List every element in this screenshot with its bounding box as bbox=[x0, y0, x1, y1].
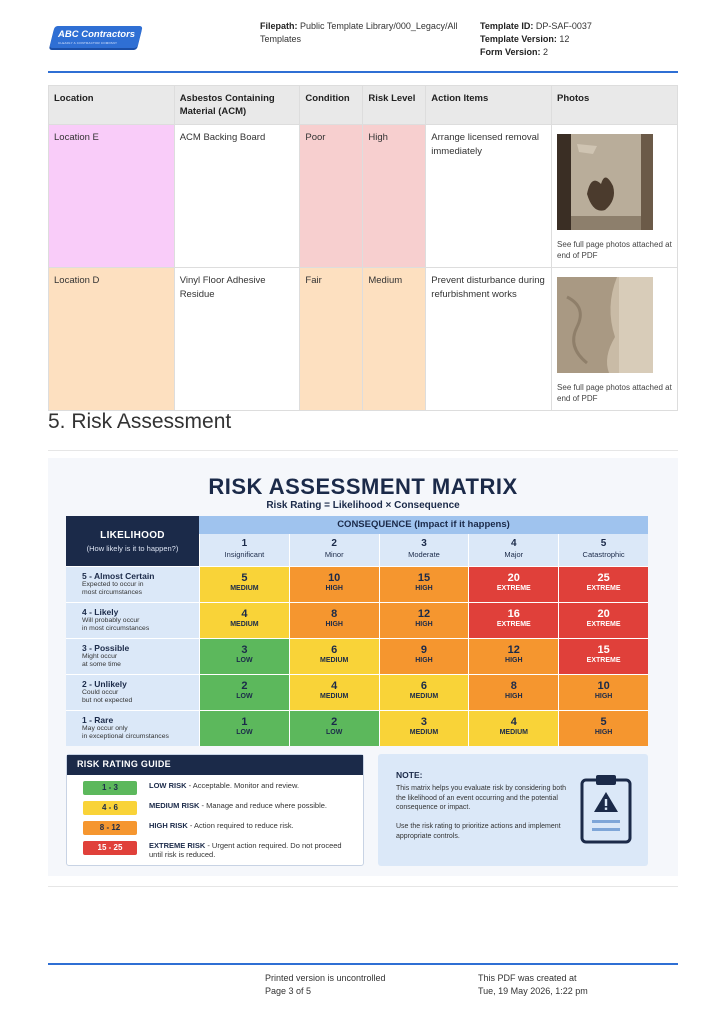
risk-rating: HIGH bbox=[505, 693, 523, 700]
risk-score: 5 bbox=[600, 716, 607, 728]
guide-level-text: - Action required to reduce risk. bbox=[187, 821, 294, 830]
matrix-cell bbox=[199, 603, 289, 638]
likelihood-description: most circumstances bbox=[82, 589, 143, 596]
risk-rating: EXTREME bbox=[586, 657, 621, 664]
risk-score: 4 bbox=[510, 716, 517, 728]
risk-score: 20 bbox=[597, 608, 610, 620]
photo-note: See full page photos attached at end of PDF bbox=[557, 383, 672, 403]
logo-tagline: CLEARLY A CONTRACTOR COMPANY bbox=[58, 41, 118, 45]
guide-level-name: MEDIUM RISK bbox=[149, 801, 200, 810]
likelihood-level: 2 - Unlikely bbox=[82, 679, 127, 689]
guide-item bbox=[83, 801, 363, 815]
matrix-row bbox=[66, 602, 648, 638]
risk-score: 8 bbox=[331, 608, 338, 620]
filepath-value: Public Template Library/000_Legacy/All Templates bbox=[260, 21, 458, 44]
guide-range-badge: 8 - 12 bbox=[83, 821, 137, 835]
risk-rating: MEDIUM bbox=[409, 729, 439, 736]
risk-rating: EXTREME bbox=[586, 621, 621, 628]
matrix-cell bbox=[199, 639, 289, 674]
guide-description bbox=[149, 801, 349, 810]
table-header-row bbox=[49, 86, 678, 125]
guide-range-badge: 1 - 3 bbox=[83, 781, 137, 795]
risk-rating: MEDIUM bbox=[320, 657, 349, 664]
risk-rating-guide bbox=[66, 754, 364, 866]
risk-score: 15 bbox=[597, 644, 610, 656]
guide-item bbox=[83, 781, 363, 795]
section-title: 5. Risk Assessment bbox=[48, 410, 232, 433]
template-version-label: Template Version: bbox=[480, 34, 557, 44]
likelihood-description: but not expected bbox=[82, 697, 133, 704]
guide-level-text: - Manage and reduce where possible. bbox=[199, 801, 327, 810]
matrix-cell bbox=[468, 603, 558, 638]
cell-photo bbox=[552, 125, 678, 268]
clipboard-warning-icon bbox=[580, 772, 632, 844]
likelihood-title: LIKELIHOOD bbox=[100, 530, 165, 541]
consequence-label: Minor bbox=[324, 550, 344, 559]
risk-score: 3 bbox=[241, 644, 248, 656]
cell-condition: Fair bbox=[300, 268, 363, 411]
cell-location: Location E bbox=[49, 125, 175, 268]
guide-level-name: EXTREME RISK bbox=[149, 841, 206, 850]
cell-material: ACM Backing Board bbox=[174, 125, 300, 268]
footer-created-label: This PDF was created at bbox=[478, 973, 577, 983]
matrix-cell bbox=[558, 675, 648, 710]
guide-level-text: - Acceptable. Monitor and review. bbox=[186, 781, 300, 790]
risk-score: 12 bbox=[507, 644, 520, 656]
matrix-cell bbox=[289, 675, 379, 710]
likelihood-description: in exceptional circumstances bbox=[82, 733, 169, 740]
matrix-cell bbox=[379, 603, 469, 638]
consequence-col-3 bbox=[379, 534, 469, 566]
likelihood-level: 4 - Likely bbox=[82, 607, 119, 617]
guide-description bbox=[149, 821, 349, 830]
likelihood-description: in most circumstances bbox=[82, 625, 150, 632]
consequence-label: Insignificant bbox=[224, 550, 265, 559]
consequence-label: Catastrophic bbox=[582, 550, 625, 559]
risk-rating: HIGH bbox=[325, 621, 343, 628]
consequence-columns bbox=[199, 534, 648, 566]
acm-table bbox=[48, 85, 678, 411]
risk-rating: HIGH bbox=[505, 657, 523, 664]
header-divider bbox=[48, 71, 678, 73]
risk-rating: MEDIUM bbox=[230, 621, 259, 628]
risk-score: 1 bbox=[241, 716, 248, 728]
consequence-header: CONSEQUENCE (Impact if it happens) bbox=[199, 516, 648, 534]
footer-uncontrolled: Printed version is uncontrolled bbox=[265, 973, 386, 983]
matrix-cell bbox=[199, 567, 289, 602]
template-version-value: 12 bbox=[559, 34, 570, 44]
note-box bbox=[378, 754, 648, 866]
matrix-title: RISK ASSESSMENT MATRIX bbox=[208, 474, 518, 499]
risk-score: 4 bbox=[241, 608, 248, 620]
matrix-cell bbox=[289, 711, 379, 746]
matrix-row bbox=[66, 710, 648, 746]
cell-action: Arrange licensed removal immediately bbox=[426, 125, 552, 268]
matrix-row bbox=[66, 566, 648, 602]
guide-item bbox=[83, 841, 363, 859]
risk-score: 3 bbox=[420, 716, 428, 728]
likelihood-label bbox=[66, 603, 199, 638]
matrix-cell bbox=[379, 567, 469, 602]
risk-score: 10 bbox=[597, 680, 610, 692]
consequence-col-4 bbox=[468, 534, 558, 566]
matrix-cell bbox=[379, 639, 469, 674]
cell-material: Vinyl Floor Adhesive Residue bbox=[174, 268, 300, 411]
risk-rating: MEDIUM bbox=[499, 729, 528, 736]
likelihood-level: 1 - Rare bbox=[82, 715, 114, 725]
cell-risk-level: Medium bbox=[363, 268, 426, 411]
consequence-number: 5 bbox=[600, 538, 607, 549]
risk-rating: LOW bbox=[236, 693, 253, 700]
col-location: Location bbox=[49, 86, 175, 125]
section-divider bbox=[48, 450, 678, 451]
matrix-rows bbox=[66, 566, 648, 746]
likelihood-label bbox=[66, 567, 199, 602]
risk-score: 9 bbox=[420, 644, 428, 656]
template-id-label: Template ID: bbox=[480, 21, 534, 31]
matrix-cell bbox=[468, 675, 558, 710]
table-row bbox=[49, 125, 678, 268]
risk-score: 25 bbox=[597, 572, 610, 584]
risk-rating: HIGH bbox=[415, 657, 433, 664]
risk-score: 10 bbox=[328, 572, 341, 584]
cell-photo bbox=[552, 268, 678, 411]
photo-note: See full page photos attached at end of PDF bbox=[557, 240, 672, 260]
page-header bbox=[48, 20, 678, 72]
risk-score: 8 bbox=[510, 680, 517, 692]
footer-left bbox=[265, 972, 386, 998]
consequence-label: Moderate bbox=[408, 550, 440, 559]
guide-description bbox=[149, 781, 349, 790]
logo-name: ABC Contractors bbox=[58, 29, 136, 40]
matrix-cell bbox=[558, 567, 648, 602]
risk-rating: HIGH bbox=[415, 585, 433, 592]
matrix-cell bbox=[199, 675, 289, 710]
template-meta-block bbox=[480, 20, 680, 59]
risk-score: 2 bbox=[331, 716, 338, 728]
consequence-label: Major bbox=[504, 550, 524, 559]
risk-score: 12 bbox=[417, 608, 431, 620]
risk-rating: LOW bbox=[236, 729, 253, 736]
risk-rating: LOW bbox=[236, 657, 253, 664]
consequence-number: 3 bbox=[421, 538, 427, 549]
cell-action: Prevent disturbance during refurbishment works bbox=[426, 268, 552, 411]
matrix-cell bbox=[199, 711, 289, 746]
footer-page-number: Page 3 of 5 bbox=[265, 986, 312, 996]
table-row bbox=[49, 268, 678, 411]
matrix-cell bbox=[289, 603, 379, 638]
matrix-row bbox=[66, 674, 648, 710]
col-photos: Photos bbox=[552, 86, 678, 125]
figure-divider bbox=[48, 886, 678, 887]
risk-rating: HIGH bbox=[594, 693, 613, 700]
guide-level-name: LOW RISK bbox=[149, 781, 187, 790]
consequence-number: 4 bbox=[511, 538, 517, 549]
risk-rating: MEDIUM bbox=[409, 693, 439, 700]
risk-rating: HIGH bbox=[594, 729, 613, 736]
guide-range-badge: 15 - 25 bbox=[83, 841, 137, 855]
consequence-number: 1 bbox=[241, 538, 248, 549]
note-paragraph-1: This matrix helps you evaluate risk by considering both the likelihood of an event occurring and the potential consequence or impact. bbox=[396, 785, 567, 811]
consequence-col-1 bbox=[199, 534, 289, 566]
cell-risk-level: High bbox=[363, 125, 426, 268]
filepath-label: Filepath: bbox=[260, 21, 298, 31]
risk-score: 5 bbox=[241, 572, 248, 584]
likelihood-label bbox=[66, 711, 199, 746]
risk-rating: EXTREME bbox=[496, 585, 531, 592]
risk-score: 2 bbox=[241, 680, 248, 692]
likelihood-level: 5 - Almost Certain bbox=[82, 571, 155, 581]
matrix-cell bbox=[379, 675, 469, 710]
likelihood-level: 3 - Possible bbox=[82, 643, 130, 653]
matrix-subtitle: Risk Rating = Likelihood × Consequence bbox=[266, 500, 460, 511]
likelihood-label bbox=[66, 639, 199, 674]
note-title: NOTE: bbox=[396, 770, 423, 780]
filepath-block bbox=[260, 20, 470, 46]
footer-right bbox=[478, 972, 588, 998]
likelihood-header bbox=[66, 516, 199, 566]
guide-level-name: HIGH RISK bbox=[149, 821, 188, 830]
matrix-cell bbox=[558, 711, 648, 746]
matrix-cell bbox=[379, 711, 469, 746]
likelihood-description: Expected to occur in bbox=[82, 581, 144, 588]
photo-backing-board[interactable] bbox=[557, 134, 653, 230]
cell-condition: Poor bbox=[300, 125, 363, 268]
photo-floor-adhesive[interactable] bbox=[557, 277, 653, 373]
likelihood-description: May occur only bbox=[82, 725, 128, 732]
cell-location: Location D bbox=[49, 268, 175, 411]
consequence-number: 2 bbox=[331, 538, 337, 549]
risk-rating: EXTREME bbox=[586, 585, 621, 592]
col-condition: Condition bbox=[300, 86, 363, 125]
matrix-row bbox=[66, 638, 648, 674]
risk-matrix-figure bbox=[48, 458, 678, 876]
risk-rating: MEDIUM bbox=[230, 585, 259, 592]
matrix-cell bbox=[468, 567, 558, 602]
likelihood-subtitle: (How likely is it to happen?) bbox=[86, 544, 179, 553]
note-paragraph-2: Use the risk rating to prioritize actions and implement appropriate controls. bbox=[396, 823, 561, 840]
likelihood-label bbox=[66, 675, 199, 710]
likelihood-description: Will probably occur bbox=[82, 617, 140, 624]
guide-range-badge: 4 - 6 bbox=[83, 801, 137, 815]
likelihood-description: at some time bbox=[82, 661, 121, 668]
guide-items bbox=[67, 781, 363, 859]
col-risk-level: Risk Level bbox=[363, 86, 426, 125]
matrix-cell bbox=[468, 711, 558, 746]
matrix-cell bbox=[558, 603, 648, 638]
risk-rating: EXTREME bbox=[496, 621, 531, 628]
col-material: Asbestos Containing Material (ACM) bbox=[174, 86, 300, 125]
form-version-label: Form Version: bbox=[480, 47, 541, 57]
guide-level-text: - Urgent action required. Do not proceed until risk is reduced. bbox=[149, 841, 342, 859]
form-version-value: 2 bbox=[543, 47, 549, 57]
risk-score: 4 bbox=[331, 680, 338, 692]
footer-divider bbox=[48, 963, 678, 965]
risk-score: 16 bbox=[507, 608, 520, 620]
risk-score: 20 bbox=[507, 572, 520, 584]
col-action-items: Action Items bbox=[426, 86, 552, 125]
risk-score: 15 bbox=[417, 572, 431, 584]
guide-title: RISK RATING GUIDE bbox=[67, 755, 363, 775]
risk-rating: MEDIUM bbox=[320, 693, 349, 700]
consequence-col-2 bbox=[289, 534, 379, 566]
guide-description bbox=[149, 841, 349, 859]
footer-created-date: Tue, 19 May 2026, 1:22 pm bbox=[478, 986, 588, 996]
risk-score: 6 bbox=[420, 680, 428, 692]
template-id-value: DP-SAF-0037 bbox=[535, 21, 592, 31]
likelihood-description: Might occur bbox=[82, 653, 118, 660]
risk-rating: HIGH bbox=[415, 621, 433, 628]
risk-score: 6 bbox=[331, 644, 338, 656]
company-logo bbox=[48, 26, 140, 52]
risk-rating: HIGH bbox=[325, 585, 343, 592]
likelihood-description: Could occur bbox=[82, 689, 119, 696]
matrix-cell bbox=[468, 639, 558, 674]
matrix-cell bbox=[289, 567, 379, 602]
consequence-col-5 bbox=[558, 534, 648, 566]
matrix-cell bbox=[289, 639, 379, 674]
guide-item bbox=[83, 821, 363, 835]
matrix-cell bbox=[558, 639, 648, 674]
risk-rating: LOW bbox=[326, 729, 343, 736]
